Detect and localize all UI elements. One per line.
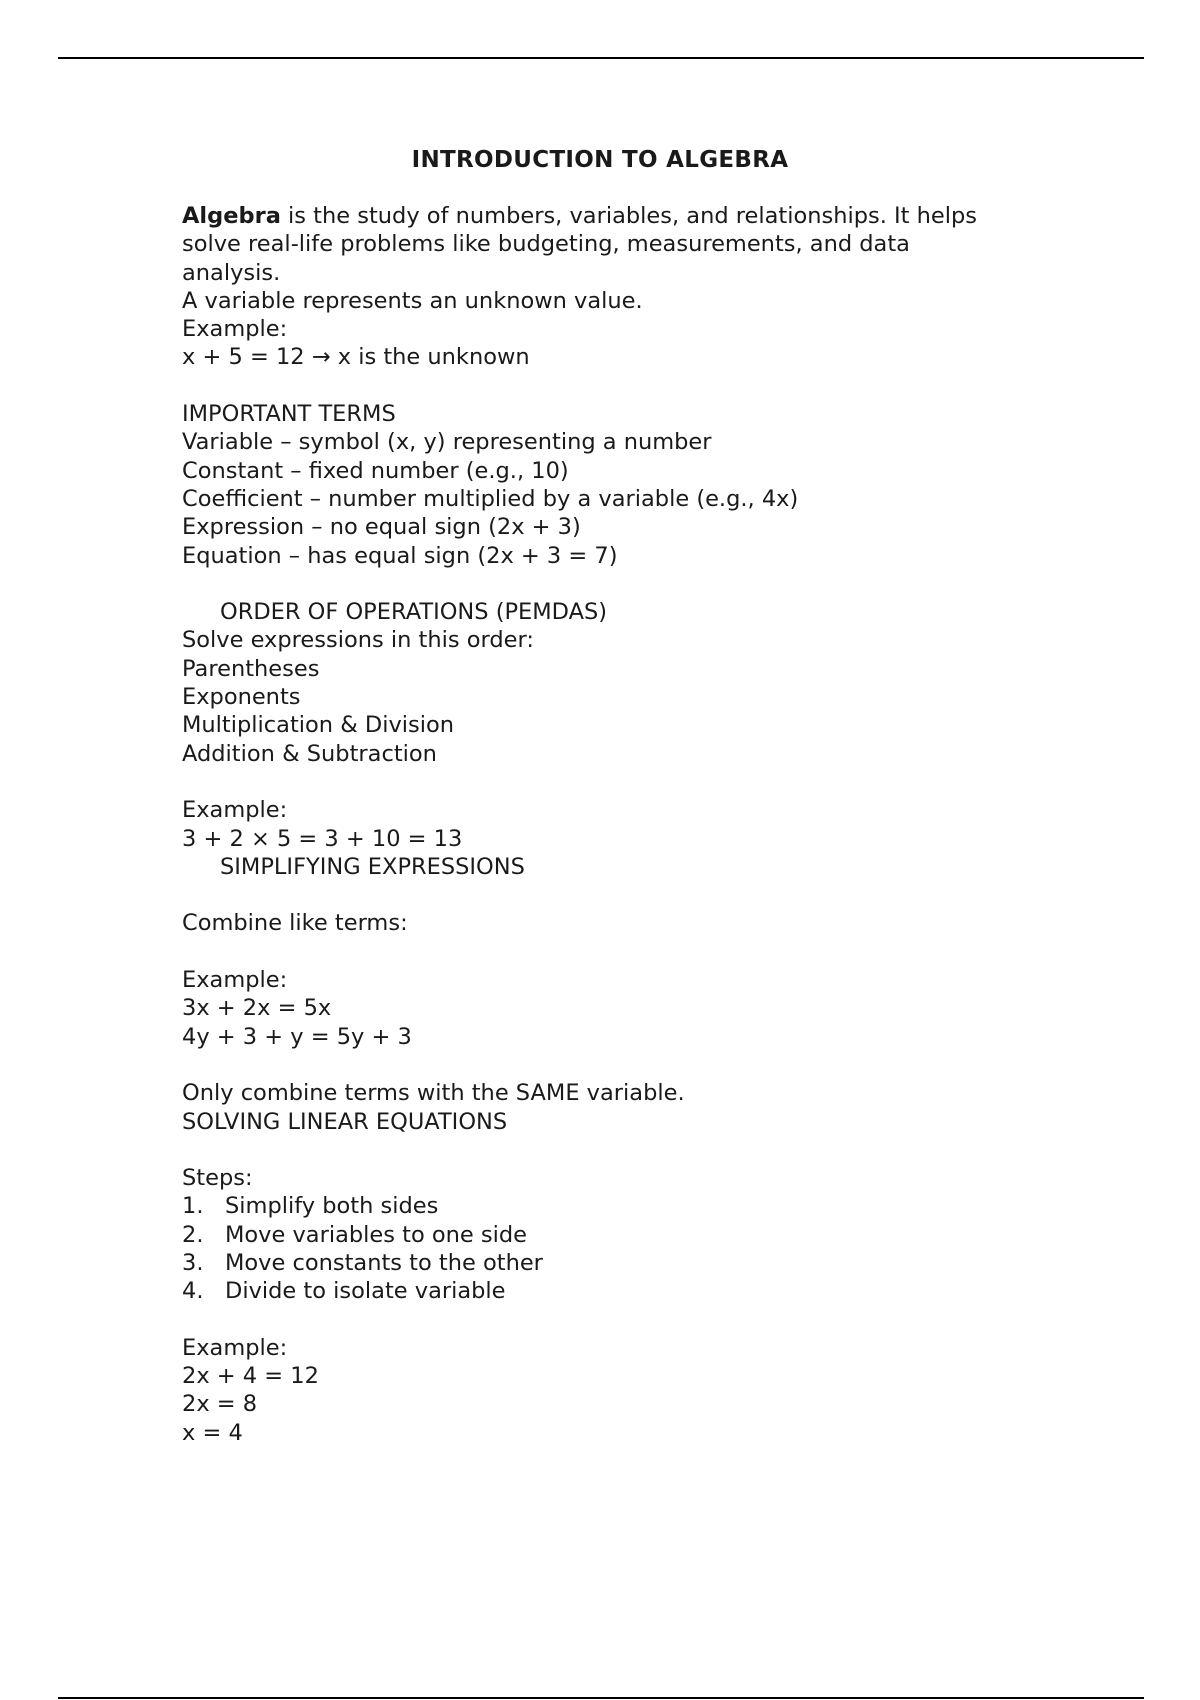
simplifying-heading: SIMPLIFYING EXPRESSIONS (220, 853, 525, 880)
steps-label: Steps: (182, 1165, 253, 1192)
pemdas-item: Exponents (182, 684, 301, 711)
intro-paragraph (182, 202, 1012, 287)
spacer (182, 938, 1012, 966)
step-item (182, 1192, 1012, 1220)
term-item: Constant – fixed number (e.g., 10) (182, 457, 569, 484)
pemdas-item: Addition & Subtraction (182, 740, 437, 767)
intro-example-label: Example: (182, 316, 288, 343)
step-text: Simplify both sides (225, 1193, 439, 1220)
pemdas-intro: Solve expressions in this order: (182, 627, 534, 654)
term-item: Variable – symbol (x, y) representing a number (182, 429, 712, 456)
step-number: 4. (182, 1278, 204, 1305)
linear-example-label: Example: (182, 1334, 288, 1361)
linear-heading: SOLVING LINEAR EQUATIONS (182, 1108, 508, 1135)
term-item: Coefficient – number multiplied by a variable (e.g., 4x) (182, 485, 799, 512)
step-item (182, 1221, 1012, 1249)
spacer (182, 570, 1012, 598)
step-number: 2. (182, 1221, 204, 1248)
term-item: Equation – has equal sign (2x + 3 = 7) (182, 542, 618, 569)
step-item (182, 1249, 1012, 1277)
bottom-rule (58, 1697, 1144, 1699)
simplifying-example: 4y + 3 + y = 5y + 3 (182, 1023, 412, 1050)
step-text: Move variables to one side (225, 1221, 527, 1248)
step-text: Divide to isolate variable (225, 1278, 506, 1305)
simplifying-note: Only combine terms with the SAME variable. (182, 1080, 685, 1107)
step-number: 3. (182, 1249, 204, 1276)
simplifying-intro: Combine like terms: (182, 910, 408, 937)
step-item (182, 1277, 1012, 1305)
step-text: Move constants to the other (225, 1249, 543, 1276)
intro-example: x + 5 = 12 → x is the unknown (182, 344, 530, 371)
pemdas-item: Parentheses (182, 655, 320, 682)
spacer (182, 768, 1012, 796)
pemdas-example: 3 + 2 × 5 = 3 + 10 = 13 (182, 825, 463, 852)
spacer (182, 1051, 1012, 1079)
linear-example: 2x = 8 (182, 1391, 258, 1418)
top-rule (58, 57, 1144, 59)
spacer (182, 881, 1012, 909)
simplifying-example-label: Example: (182, 967, 288, 994)
intro-bold-term: Algebra (182, 203, 281, 229)
pemdas-example-label: Example: (182, 797, 288, 824)
spacer (182, 372, 1012, 400)
intro-paragraph-text: is the study of numbers, variables, and relationships. It helps solve real-life problems like budgeting, measurements, and data analysis. (182, 203, 978, 286)
variable-definition: A variable represents an unknown value. (182, 287, 643, 314)
document-body (182, 202, 1012, 1447)
linear-example: x = 4 (182, 1419, 243, 1446)
simplifying-example: 3x + 2x = 5x (182, 995, 332, 1022)
pemdas-item: Multiplication & Division (182, 712, 455, 739)
spacer (182, 1306, 1012, 1334)
page-title: INTRODUCTION TO ALGEBRA (411, 147, 789, 173)
linear-example: 2x + 4 = 12 (182, 1363, 319, 1390)
terms-heading: IMPORTANT TERMS (182, 401, 396, 428)
pemdas-heading: ORDER OF OPERATIONS (PEMDAS) (220, 599, 608, 626)
step-number: 1. (182, 1193, 204, 1220)
spacer (182, 1136, 1012, 1164)
term-item: Expression – no equal sign (2x + 3) (182, 514, 581, 541)
